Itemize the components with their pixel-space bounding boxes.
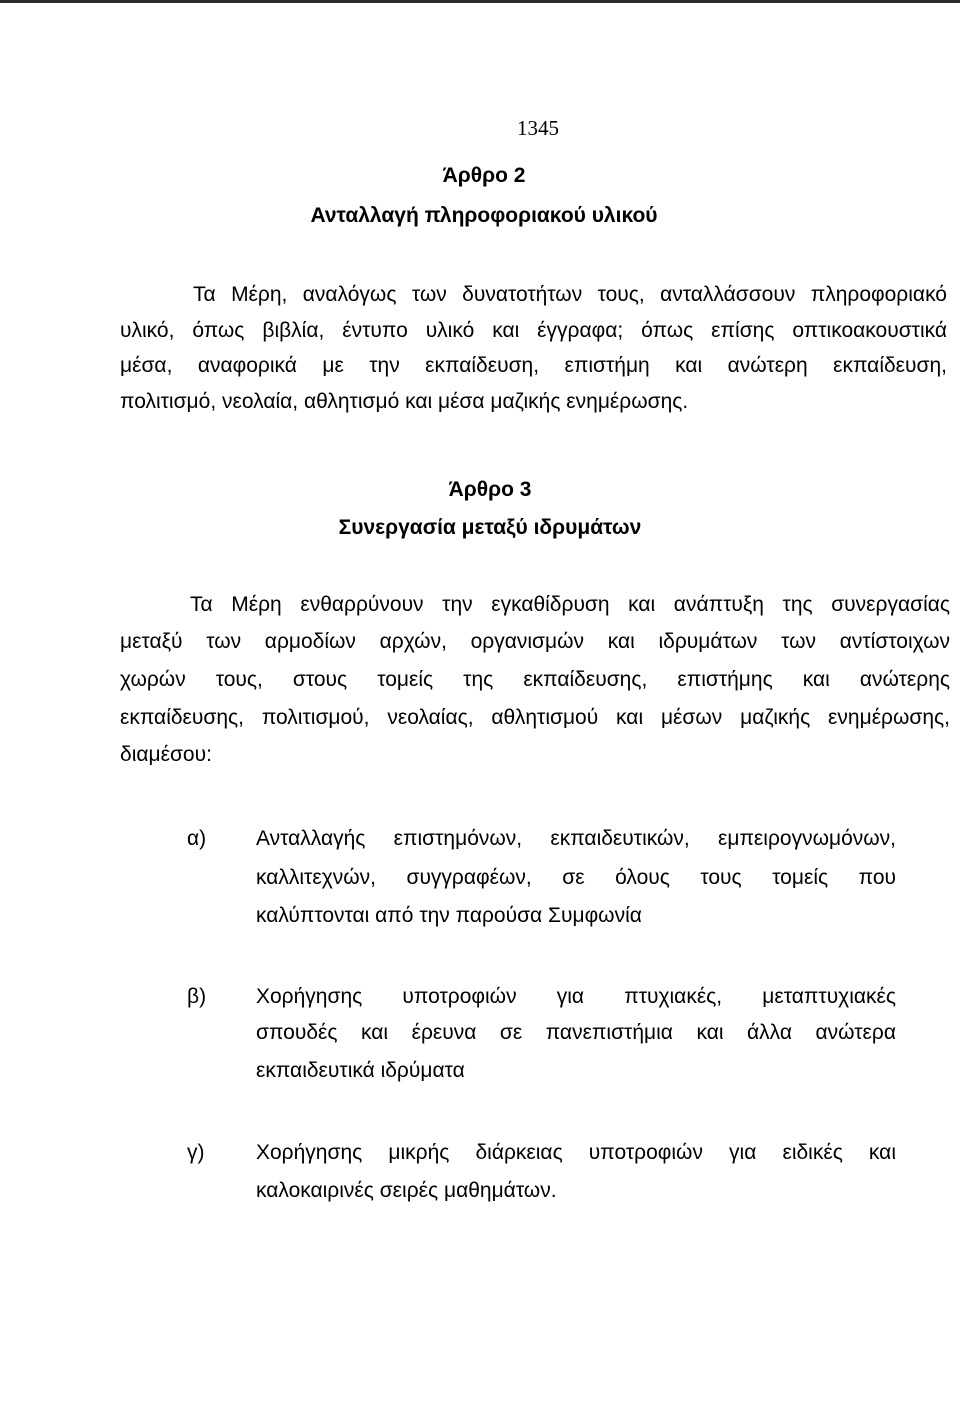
article-3-line: χωρών τους, στους τομείς της εκπαίδευσης, επιστήμης και ανώτερης [120, 668, 950, 691]
article-3-heading: Άρθρο 3 [448, 478, 532, 501]
item-line: καλλιτεχνών, συγγραφέων, σε όλους τους τομείς που [256, 866, 896, 889]
item-line: εκπαιδευτικά ιδρύματα [256, 1059, 465, 1082]
item-label-beta: β) [187, 985, 207, 1008]
article-3-line: μεταξύ των αρμοδίων αρχών, οργανισμών και ιδρυμάτων των αντίστοιχων [120, 630, 950, 653]
item-line: Ανταλλαγής επιστημόνων, εκπαιδευτικών, εμπειρογνωμόνων, [256, 827, 896, 850]
article-3-line: Τα Μέρη ενθαρρύνουν την εγκαθίδρυση και ανάπτυξη της συνεργασίας [190, 593, 950, 616]
item-line: καλύπτονται από την παρούσα Συμφωνία [256, 904, 642, 927]
item-label-gamma: γ) [187, 1141, 205, 1164]
article-2-line: πολιτισμό, νεολαία, αθλητισμό και μέσα μαζικής ενημέρωσης. [120, 390, 689, 413]
item-line: Χορήγησης μικρής διάρκειας υποτροφιών για ειδικές και [256, 1141, 896, 1164]
article-3-title: Συνεργασία μεταξύ ιδρυμάτων [338, 516, 642, 539]
item-line: σπουδές και έρευνα σε πανεπιστήμια και άλλα ανώτερα [256, 1021, 896, 1044]
article-2-line: μέσα, αναφορικά με την εκπαίδευση, επιστήμη και ανώτερη εκπαίδευση, [120, 354, 947, 377]
article-2-line: Τα Μέρη, αναλόγως των δυνατοτήτων τους, ανταλλάσσουν πληροφοριακό [193, 283, 947, 306]
article-2-title: Ανταλλαγή πληροφοριακού υλικού [310, 204, 658, 227]
top-rule [0, 0, 960, 3]
page-number: 1345 [517, 116, 559, 140]
item-label-alpha: α) [187, 827, 207, 850]
item-line: Χορήγησης υποτροφιών για πτυχιακές, μεταπτυχιακές [256, 985, 896, 1008]
article-3-line: διαμέσου: [120, 743, 212, 766]
item-line: καλοκαιρινές σειρές μαθημάτων. [256, 1179, 557, 1202]
article-2-heading: Άρθρο 2 [442, 164, 526, 187]
article-2-line: υλικό, όπως βιβλία, έντυπο υλικό και έγγραφα; όπως επίσης οπτικοακουστικά [120, 319, 947, 342]
article-3-line: εκπαίδευσης, πολιτισμού, νεολαίας, αθλητισμού και μέσων μαζικής ενημέρωσης, [120, 706, 950, 729]
